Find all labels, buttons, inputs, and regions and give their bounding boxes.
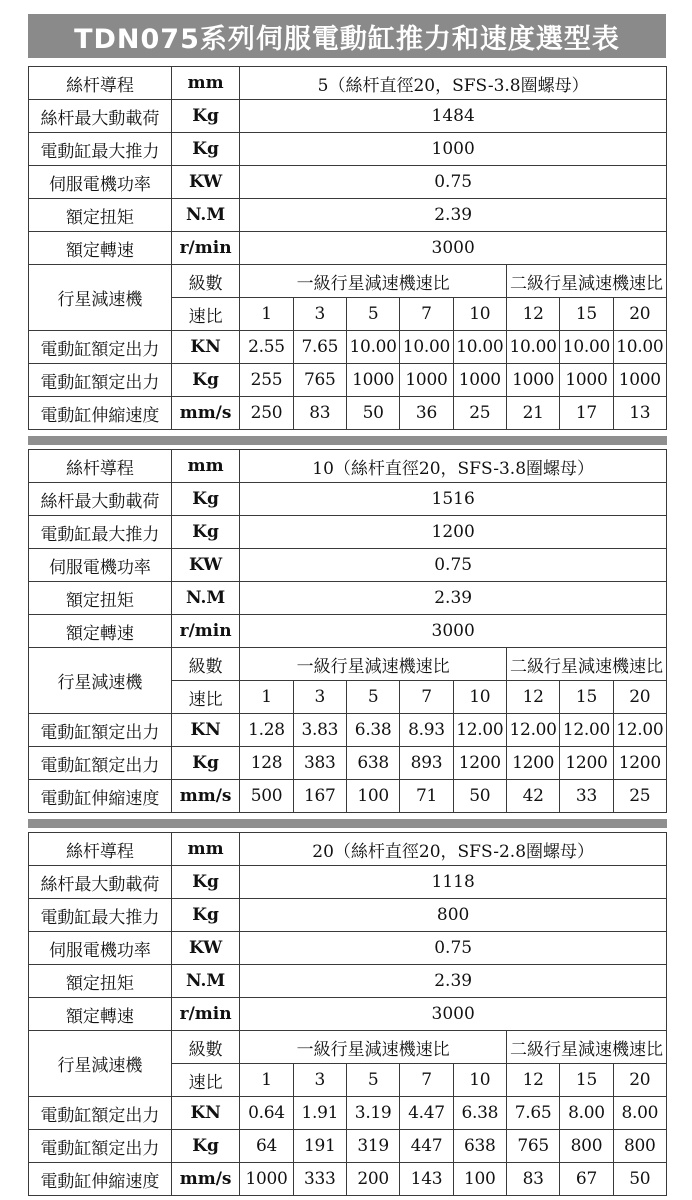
value-cell: 1000 [560,364,613,397]
row-label: 電動缸額定出力 [29,364,172,397]
ratio-cell: 1 [240,681,293,714]
row-unit: Kg [171,866,239,899]
ratio-label: 速比 [171,1064,239,1097]
row-unit: Kg [171,516,239,549]
row-value: 2.39 [240,199,667,232]
max-load-row [29,483,667,516]
value-cell: 10.00 [613,331,666,364]
row-label: 絲杆導程 [29,67,172,100]
row-value: 0.75 [240,932,667,965]
rated-output-kn-row [29,331,667,364]
reducer-stage-row [29,265,667,298]
ratio-label: 速比 [171,681,239,714]
row-unit: mm/s [171,397,239,430]
ratio-cell: 7 [400,1064,453,1097]
value-cell: 7.65 [293,331,346,364]
row-unit: Kg [171,1130,239,1163]
row-label: 電動缸最大推力 [29,516,172,549]
servo-power-row [29,932,667,965]
value-cell: 7.65 [506,1097,559,1130]
value-cell: 1000 [453,364,506,397]
row-value: 1516 [240,483,667,516]
row-unit: r/min [171,998,239,1031]
value-cell: 83 [506,1163,559,1196]
stage-label: 級數 [171,265,239,298]
max-load-row [29,866,667,899]
row-unit: mm/s [171,780,239,813]
value-cell: 42 [506,780,559,813]
row-label: 電動缸伸縮速度 [29,397,172,430]
rated-torque-row [29,965,667,998]
ratio-cell: 3 [293,298,346,331]
ratio-cell: 12 [506,681,559,714]
value-cell: 250 [240,397,293,430]
ratio-cell: 3 [293,681,346,714]
ratio-cell: 15 [560,1064,613,1097]
value-cell: 1000 [240,1163,293,1196]
value-cell: 383 [293,747,346,780]
max-load-row [29,100,667,133]
value-cell: 64 [240,1130,293,1163]
row-label: 電動缸額定出力 [29,747,172,780]
stage-two-header: 二級行星減速機速比 [506,265,666,298]
value-cell: 50 [346,397,399,430]
ratio-cell: 10 [453,681,506,714]
value-cell: 167 [293,780,346,813]
row-unit: Kg [171,483,239,516]
value-cell: 6.38 [453,1097,506,1130]
value-cell: 25 [453,397,506,430]
value-cell: 3.83 [293,714,346,747]
value-cell: 12.00 [453,714,506,747]
ratio-cell: 7 [400,681,453,714]
reducer-label: 行星減速機 [29,1031,172,1097]
row-value: 1200 [240,516,667,549]
value-cell: 1200 [453,747,506,780]
value-cell: 10.00 [506,331,559,364]
row-value: 1118 [240,866,667,899]
speed-row [29,780,667,813]
reducer-label: 行星減速機 [29,648,172,714]
ratio-cell: 7 [400,298,453,331]
ratio-cell: 20 [613,1064,666,1097]
value-cell: 2.55 [240,331,293,364]
value-cell: 10.00 [453,331,506,364]
rated-speed-row [29,998,667,1031]
value-cell: 12.00 [560,714,613,747]
value-cell: 100 [453,1163,506,1196]
row-unit: Kg [171,100,239,133]
ratio-cell: 5 [346,1064,399,1097]
stage-one-header: 一級行星減速機速比 [240,648,507,681]
row-value: 3000 [240,232,667,265]
row-label: 伺服電機功率 [29,166,172,199]
row-label: 額定轉速 [29,998,172,1031]
stage-one-header: 一級行星減速機速比 [240,1031,507,1064]
row-unit: Kg [171,133,239,166]
row-unit: KW [171,932,239,965]
row-label: 額定轉速 [29,232,172,265]
ratio-cell: 20 [613,681,666,714]
value-cell: 500 [240,780,293,813]
value-cell: 71 [400,780,453,813]
value-cell: 1.28 [240,714,293,747]
value-cell: 447 [400,1130,453,1163]
value-cell: 1000 [400,364,453,397]
value-cell: 1000 [506,364,559,397]
value-cell: 3.19 [346,1097,399,1130]
row-unit: Kg [171,747,239,780]
row-label: 額定扭矩 [29,199,172,232]
value-cell: 83 [293,397,346,430]
row-label: 電動缸額定出力 [29,331,172,364]
stage-two-header: 二級行星減速機速比 [506,1031,666,1064]
row-value: 10（絲杆直徑20，SFS-3.8圈螺母） [240,450,667,483]
spec-table-section [28,66,667,430]
value-cell: 13 [613,397,666,430]
value-cell: 638 [346,747,399,780]
value-cell: 191 [293,1130,346,1163]
rated-output-kn-row [29,714,667,747]
row-unit: Kg [171,899,239,932]
value-cell: 50 [453,780,506,813]
row-label: 絲杆最大動載荷 [29,866,172,899]
value-cell: 893 [400,747,453,780]
row-unit: mm [171,67,239,100]
value-cell: 255 [240,364,293,397]
ratio-cell: 15 [560,681,613,714]
value-cell: 8.00 [560,1097,613,1130]
reducer-stage-row [29,648,667,681]
value-cell: 143 [400,1163,453,1196]
ratio-cell: 1 [240,1064,293,1097]
value-cell: 638 [453,1130,506,1163]
value-cell: 12.00 [506,714,559,747]
ratio-cell: 15 [560,298,613,331]
value-cell: 6.38 [346,714,399,747]
ratio-cell: 12 [506,1064,559,1097]
max-thrust-row [29,133,667,166]
value-cell: 100 [346,780,399,813]
row-value: 2.39 [240,582,667,615]
speed-row [29,397,667,430]
row-label: 電動缸額定出力 [29,1097,172,1130]
row-label: 電動缸最大推力 [29,899,172,932]
row-unit: mm/s [171,1163,239,1196]
row-label: 額定轉速 [29,615,172,648]
value-cell: 1000 [346,364,399,397]
value-cell: 1200 [560,747,613,780]
value-cell: 333 [293,1163,346,1196]
row-value: 20（絲杆直徑20，SFS-2.8圈螺母） [240,833,667,866]
row-value: 800 [240,899,667,932]
row-unit: mm [171,833,239,866]
lead-row [29,450,667,483]
rated-output-kg-row [29,364,667,397]
row-label: 額定扭矩 [29,582,172,615]
row-value: 1000 [240,133,667,166]
rated-speed-row [29,232,667,265]
value-cell: 765 [506,1130,559,1163]
value-cell: 17 [560,397,613,430]
value-cell: 25 [613,780,666,813]
row-unit: KW [171,549,239,582]
row-value: 1484 [240,100,667,133]
max-thrust-row [29,899,667,932]
value-cell: 8.93 [400,714,453,747]
lead-row [29,833,667,866]
row-label: 額定扭矩 [29,965,172,998]
value-cell: 10.00 [346,331,399,364]
row-label: 電動缸伸縮速度 [29,780,172,813]
value-cell: 800 [613,1130,666,1163]
row-value: 2.39 [240,965,667,998]
row-unit: r/min [171,615,239,648]
row-label: 電動缸最大推力 [29,133,172,166]
value-cell: 1200 [613,747,666,780]
row-label: 電動缸額定出力 [29,1130,172,1163]
rated-torque-row [29,199,667,232]
row-unit: KN [171,714,239,747]
value-cell: 1.91 [293,1097,346,1130]
row-value: 3000 [240,998,667,1031]
servo-power-row [29,549,667,582]
rated-output-kn-row [29,1097,667,1130]
lead-row [29,67,667,100]
value-cell: 800 [560,1130,613,1163]
row-unit: KN [171,331,239,364]
value-cell: 8.00 [613,1097,666,1130]
value-cell: 319 [346,1130,399,1163]
ratio-cell: 10 [453,1064,506,1097]
row-value: 5（絲杆直徑20，SFS-3.8圈螺母） [240,67,667,100]
ratio-cell: 12 [506,298,559,331]
value-cell: 10.00 [560,331,613,364]
row-label: 絲杆最大動載荷 [29,100,172,133]
value-cell: 10.00 [400,331,453,364]
row-value: 0.75 [240,166,667,199]
ratio-cell: 5 [346,681,399,714]
value-cell: 4.47 [400,1097,453,1130]
rated-output-kg-row [29,1130,667,1163]
ratio-cell: 3 [293,1064,346,1097]
row-label: 絲杆導程 [29,450,172,483]
value-cell: 765 [293,364,346,397]
value-cell: 21 [506,397,559,430]
value-cell: 36 [400,397,453,430]
value-cell: 200 [346,1163,399,1196]
value-cell: 12.00 [613,714,666,747]
reducer-stage-row [29,1031,667,1064]
ratio-cell: 1 [240,298,293,331]
ratio-cell: 10 [453,298,506,331]
row-unit: KN [171,1097,239,1130]
row-unit: Kg [171,364,239,397]
row-unit: N.M [171,199,239,232]
row-label: 絲杆最大動載荷 [29,483,172,516]
page-title: TDN075系列伺服電動缸推力和速度選型表 [28,14,666,58]
section-divider [28,436,667,445]
row-value: 3000 [240,615,667,648]
value-cell: 1000 [613,364,666,397]
row-unit: N.M [171,965,239,998]
stage-one-header: 一級行星減速機速比 [240,265,507,298]
ratio-cell: 20 [613,298,666,331]
stage-label: 級數 [171,648,239,681]
value-cell: 50 [613,1163,666,1196]
row-unit: N.M [171,582,239,615]
row-unit: KW [171,166,239,199]
max-thrust-row [29,516,667,549]
spec-table-section [28,449,667,813]
row-label: 伺服電機功率 [29,549,172,582]
row-unit: mm [171,450,239,483]
rated-output-kg-row [29,747,667,780]
speed-row [29,1163,667,1196]
value-cell: 128 [240,747,293,780]
section-divider [28,819,667,828]
servo-power-row [29,166,667,199]
value-cell: 1200 [506,747,559,780]
row-value: 0.75 [240,549,667,582]
ratio-label: 速比 [171,298,239,331]
rated-speed-row [29,615,667,648]
row-label: 絲杆導程 [29,833,172,866]
ratio-cell: 5 [346,298,399,331]
row-unit: r/min [171,232,239,265]
stage-two-header: 二級行星減速機速比 [506,648,666,681]
value-cell: 33 [560,780,613,813]
reducer-label: 行星減速機 [29,265,172,331]
row-label: 電動缸伸縮速度 [29,1163,172,1196]
row-label: 伺服電機功率 [29,932,172,965]
spec-table-section [28,832,667,1196]
rated-torque-row [29,582,667,615]
value-cell: 67 [560,1163,613,1196]
value-cell: 0.64 [240,1097,293,1130]
row-label: 電動缸額定出力 [29,714,172,747]
stage-label: 級數 [171,1031,239,1064]
